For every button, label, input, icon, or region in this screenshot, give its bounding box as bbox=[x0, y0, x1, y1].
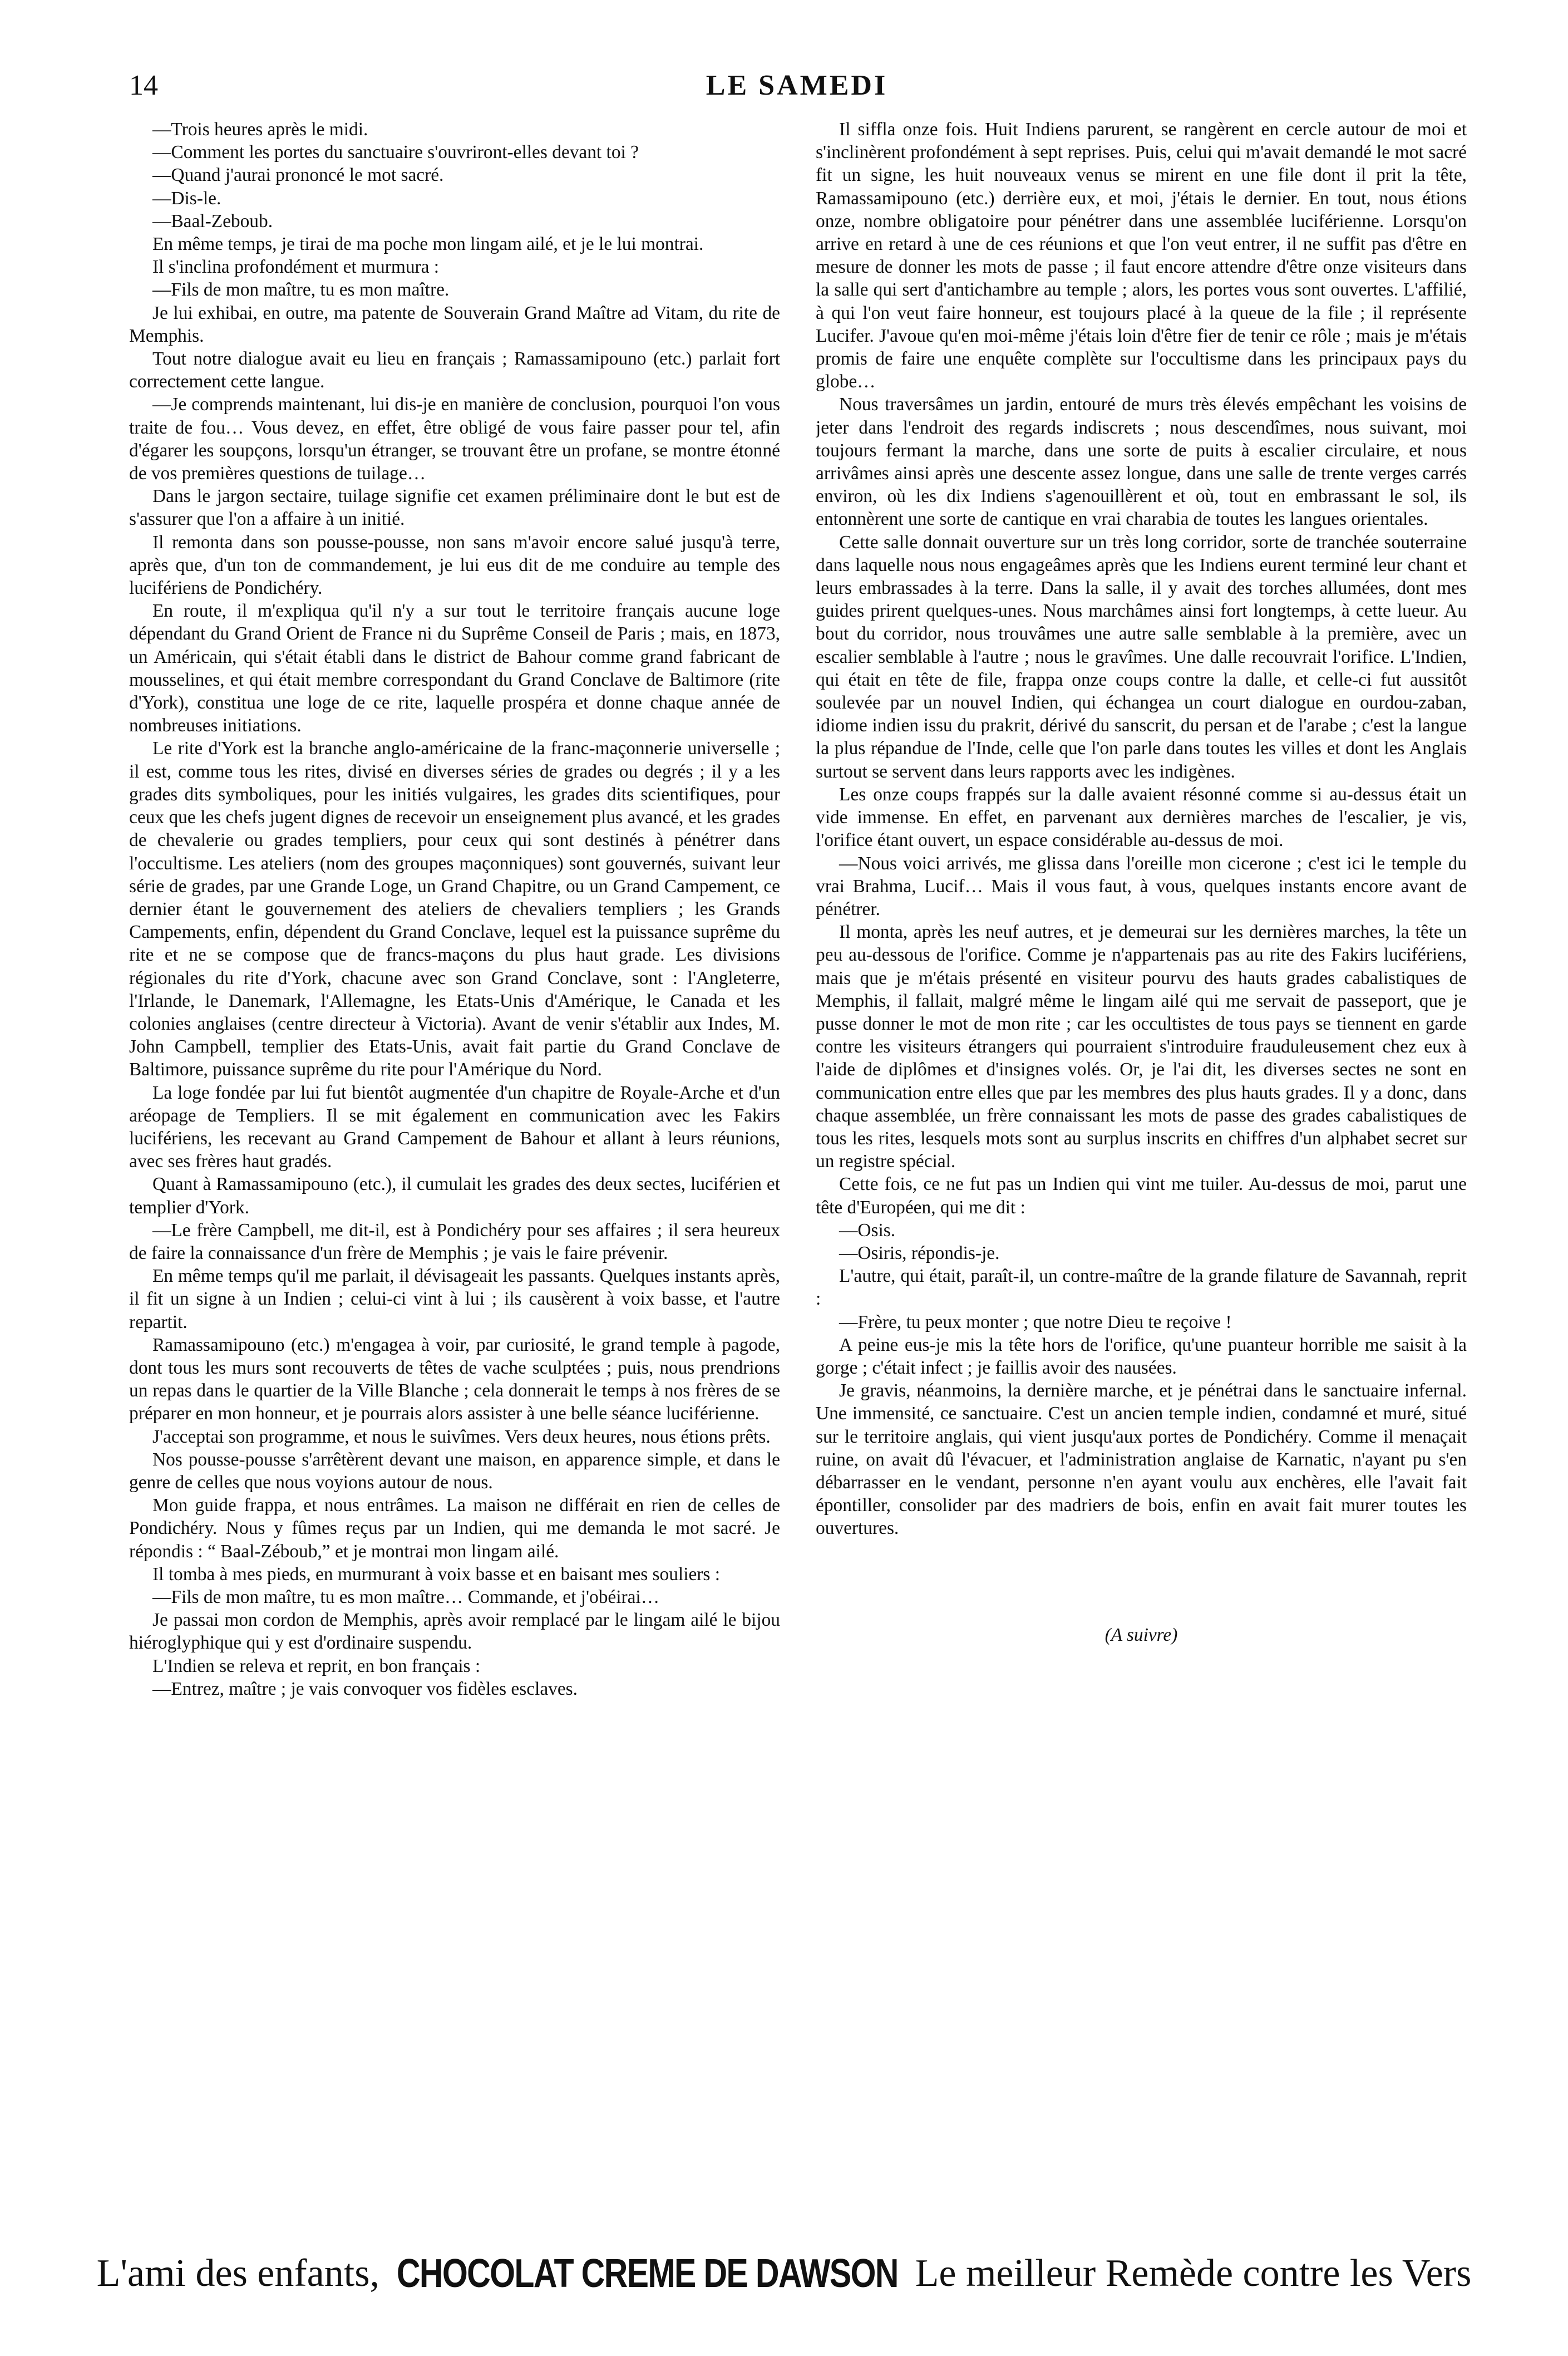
left-column-paragraph: Ramassamipouno (etc.) m'engagea à voir, par curiosité, le grand temple à pagode, dont tous les murs sont recouverts de têtes de vache sculptées ; puis, nous prendrions un repas dans le quartier de la Ville Blanche ; cela donnerait le temps à nos frères de se préparer en mon honneur, et je pourrais alors assister à une belle séance luciférienne. bbox=[129, 1334, 780, 1424]
right-column-paragraph: Les onze coups frappés sur la dalle avaient résonné comme si au-dessus était un vide immense. En effet, en parvenant aux dernières marches de l'escalier, je vis, l'orifice étant ouvert, un espace considérable au-dessus de moi. bbox=[816, 784, 1467, 851]
left-column-paragraph: En même temps qu'il me parlait, il dévisageait les passants. Quelques instants après, il fit un signe à un Indien ; celui-ci vint à lui ; ils causèrent à voix basse, et l'autre repartit. bbox=[129, 1266, 780, 1332]
left-column bbox=[129, 118, 780, 2222]
ad-tagline: L'ami des enfants, bbox=[96, 2252, 379, 2295]
right-column bbox=[816, 118, 1467, 2222]
to-be-continued: (A suivre) bbox=[1104, 1624, 1178, 1645]
right-column-paragraph: Il siffla onze fois. Huit Indiens parurent, se rangèrent en cercle autour de moi et s'inclinèrent profondément à sept reprises. Puis, celui qui m'avait demandé le mot sacré fit un signe, les huit nouveaux venus se mirent en une file dont il prit la tête, Ramassamipouno (etc.) derrière eux, et moi, j'étais le dernier. En tout, nous étions onze, nombre obligatoire pour pénétrer dans une assemblée luciférienne. Lorsqu'on arrive en retard à une de ces réunions et que l'on veut entrer, il ne suffit pas d'être en mesure de donner les mots de passe ; il faut encore attendre d'être onze visiteurs dans la salle qui sert d'antichambre au temple ; alors, les portes vous sont ouvertes. L'affilié, à qui l'on veut faire honneur, est toujours placé à la queue de la file ; il représente Lucifer. J'avoue qu'en moi-même j'étais loin d'être fier de tenir ce rôle ; mais je m'étais promis de faire une enquête complète sur l'occultisme dans les principaux pays du globe… bbox=[816, 119, 1467, 392]
running-title: LE SAMEDI bbox=[706, 70, 888, 101]
right-column-paragraph: Cette fois, ce ne fut pas un Indien qui vint me tuiler. Au-dessus de moi, parut une tête d'Européen, qui me dit : bbox=[816, 1174, 1467, 1218]
left-column-paragraph: —Quand j'aurai prononcé le mot sacré. bbox=[152, 165, 444, 186]
article-body bbox=[129, 118, 1467, 2222]
left-column-paragraph: —Baal-Zeboub. bbox=[152, 210, 273, 232]
advertisement-banner bbox=[96, 2243, 1472, 2304]
right-column-paragraph: A peine eus-je mis la tête hors de l'orifice, qu'une puanteur horrible me saisit à la gorge ; c'était infect ; je faillis avoir des nausées. bbox=[816, 1334, 1467, 1378]
ad-brand: CHOCOLAT CREME DE DAWSON bbox=[396, 2251, 898, 2296]
left-column-paragraph: Mon guide frappa, et nous entrâmes. La maison ne différait en rien de celles de Pondichéry. Nous y fûmes reçus par un Indien, qui me demanda le mot sacré. Je répondis : “ Baal-Zéboub,” et je montrai mon lingam ailé. bbox=[129, 1495, 780, 1562]
left-column-paragraph: Je lui exhibai, en outre, ma patente de Souverain Grand Maître ad Vitam, du rite de Memphis. bbox=[129, 302, 780, 346]
ad-claim: Le meilleur Remède contre les Vers bbox=[915, 2252, 1472, 2295]
left-column-paragraph: —Fils de mon maître, tu es mon maître. bbox=[152, 279, 450, 301]
left-column-paragraph: —Fils de mon maître, tu es mon maître… Commande, et j'obéirai… bbox=[152, 1587, 660, 1607]
right-column-paragraph: —Frère, tu peux monter ; que notre Dieu te reçoive ! bbox=[839, 1311, 1232, 1332]
right-column-paragraph: —Nous voici arrivés, me glissa dans l'oreille mon cicerone ; c'est ici le temple du vrai Brahma, Lucif… Mais il vous faut, à vous, quelques instants encore avant de pénétrer. bbox=[816, 853, 1467, 919]
left-column-paragraph: En route, il m'expliqua qu'il n'y a sur tout le territoire français aucune loge dépendant du Grand Orient de France ni du Suprême Conseil de Paris ; mais, en 1873, un Américain, qui s'était établi dans le district de Bahour comme grand fabricant de mousselines, et qui était membre correspondant du Grand Conclave de Baltimore (rite d'York), constitua une loge de ce rite, laquelle prospéra et donne chaque année de nombreuses initiations. bbox=[129, 601, 780, 736]
left-column-paragraph: En même temps, je tirai de ma poche mon lingam ailé, et je le lui montrai. bbox=[152, 234, 704, 255]
left-column-paragraph: —Entrez, maître ; je vais convoquer vos fidèles esclaves. bbox=[152, 1678, 578, 1699]
right-column-paragraph: Je gravis, néanmoins, la dernière marche, et je pénétrai dans le sanctuaire infernal. Une immensité, ce sanctuaire. C'est un ancien temple indien, condamné et muré, situé sur le territoire anglais, qui vient jusqu'aux portes de Pondichéry. Comme il menaçait ruine, on avait dû l'évacuer, et l'administration anglaise de Karnatic, n'ayant pu s'en débarrasser en le vendant, personne n'en ayant voulu aux enchères, elle l'avait fait épontiller, consolider par des madriers de bois, enfin en avait fait murer toutes les ouvertures. bbox=[816, 1380, 1467, 1539]
left-column-paragraph: J'acceptai son programme, et nous le suivîmes. Vers deux heures, nous étions prêts. bbox=[152, 1426, 771, 1447]
right-column-paragraph: Cette salle donnait ouverture sur un très long corridor, sorte de tranchée souterraine dans laquelle nous nous engageâmes après que les Indiens eurent terminé leur chant et leurs embrassades à la terre. Dans la salle, il y avait des torches allumées, dont mes guides prirent quelques-unes. Nous marchâmes ainsi fort longtemps, à cette lueur. Au bout du corridor, nous trouvâmes une autre salle semblable à la première, avec un escalier semblable à l'autre ; nous le gravîmes. Une dalle recouvrait l'orifice. L'Indien, qui était en tête de file, frappa onze coups contre la dalle, et celle-ci fut aussitôt soulevée par un nouvel Indien, qui échangea un court dialogue en ourdou-zaban, idiome indien issu du prakrit, dérivé du sanscrit, du persan et de l'arabe ; c'est la langue la plus répandue de l'Inde, celle que l'on parle dans toutes les villes et dont les Anglais surtout se servent dans leurs rapports avec les indigènes. bbox=[816, 532, 1467, 782]
left-column-paragraph: Le rite d'York est la branche anglo-américaine de la franc-maçonnerie universelle ; il est, comme tous les rites, divisé en diverses séries de grades ou degrés ; il y a les grades dits symboliques, pour les initiés vulgaires, les grades dits scientifiques, pour ceux que les chefs jugent dignes de recevoir un enseignement plus avancé, et les grades de chevalerie ou grades templiers, pour ceux qui sont destinés à pénétrer dans l'occultisme. Les ateliers (nom des groupes maçonniques) sont gouvernés, suivant leur série de grades, par une Grande Loge, un Grand Chapitre, ou un Grand Campement, ce dernier étant le gouvernement des ateliers de chevaliers templiers ; les Grands Campements, enfin, dépendent du Grand Conclave, lequel est la puissance suprême du rite et ne se compose que de francs-maçons du plus haut grade. Les divisions régionales du rite d'York, chacune avec son Grand Conclave, sont : l'Angleterre, l'Irlande, le Danemark, l'Allemagne, les Etats-Unis d'Amérique, le Canada et les colonies anglaises (centre directeur à Victoria). Avant de venir s'établir aux Indes, M. John Campbell, templier des Etats-Unis, avait fait partie du Grand Conclave de Baltimore, puissance suprême du rite pour l'Amérique du Nord. bbox=[129, 738, 780, 1080]
left-column-paragraph: Quant à Ramassamipouno (etc.), il cumulait les grades des deux sectes, luciférien et templier d'York. bbox=[129, 1174, 780, 1218]
left-column-paragraph: Dans le jargon sectaire, tuilage signifie cet examen préliminaire dont le but est de s'assurer que l'on a affaire à un initié. bbox=[129, 486, 780, 530]
right-column-paragraph: Il monta, après les neuf autres, et je demeurai sur les dernières marches, la tête un peu au-dessous de l'orifice. Comme je n'appartenais pas au rite des Fakirs lucifériens, mais que je m'étais présenté en visiteur pourvu des hauts grades cabalistiques de Memphis, il fallait, malgré même le lingam ailé qui me servait de passeport, que je pusse donner le mot de mon rite ; car les occultistes de tous pays se tiennent en garde contre les visiteurs étrangers qui pourraient s'introduire frauduleusement chez eux à l'aide de diplômes et d'insignes volés. Or, je l'ai dit, les diverses sectes ne sont en communication entre elles que par les membres des plus hauts grades. Il y a donc, dans chaque assemblée, un frère connaissant les mots de passe des grades cabalistiques de tous les rites, lesquels mots sont au surplus inscrits en chiffres d'un alphabet secret sur un registre spécial. bbox=[816, 922, 1467, 1172]
page-number: 14 bbox=[129, 70, 158, 101]
left-column-paragraph: —Dis-le. bbox=[152, 188, 221, 209]
left-column-paragraph: —Trois heures après le midi. bbox=[152, 119, 368, 140]
left-column-paragraph: —Comment les portes du sanctuaire s'ouvriront-elles devant toi ? bbox=[152, 142, 639, 163]
left-column-paragraph: Il tomba à mes pieds, en murmurant à voix basse et en baisant mes souliers : bbox=[152, 1563, 721, 1585]
left-column-paragraph: Nos pousse-pousse s'arrêtèrent devant une maison, en apparence simple, et dans le genre de celles que nous voyions autour de nous. bbox=[129, 1449, 780, 1493]
left-column-paragraph: La loge fondée par lui fut bientôt augmentée d'un chapitre de Royale-Arche et d'un aréopage de Templiers. Il se mit également en communication avec les Fakirs lucifériens, les recevant au Grand Campement de Bahour et allant à leurs réunions, avec ses frères haut gradés. bbox=[129, 1082, 780, 1172]
left-column-paragraph: Tout notre dialogue avait eu lieu en français ; Ramassamipouno (etc.) parlait fort correctement cette langue. bbox=[129, 348, 780, 392]
left-column-paragraph: Il s'inclina profondément et murmura : bbox=[152, 257, 440, 278]
left-column-paragraph: Je passai mon cordon de Memphis, après avoir remplacé par le lingam ailé le bijou hiéroglyphique qui y est d'ordinaire suspendu. bbox=[129, 1610, 780, 1654]
right-column-paragraph: —Osiris, répondis-je. bbox=[839, 1242, 1000, 1263]
right-column-paragraph: —Osis. bbox=[839, 1219, 896, 1241]
left-column-paragraph: Il remonta dans son pousse-pousse, non sans m'avoir encore salué jusqu'à terre, après que, d'un ton de commandement, je lui eus dit de me conduire au temple des lucifériens de Pondichéry. bbox=[129, 532, 780, 599]
right-column-paragraph: Nous traversâmes un jardin, entouré de murs très élevés empêchant les voisins de jeter dans l'endroit des regards indiscrets ; nous descendîmes, nous suivant, moi toujours fermant la marche, dans une sorte de puits à escalier circulaire, et nous arrivâmes ainsi après une descente assez longue, dans une salle de trente verges carrés environ, où les dix Indiens s'agenouillèrent et où, tout en embrassant le sol, ils entonnèrent une sorte de cantique en vrai charabia de toutes les langues orientales. bbox=[816, 394, 1467, 530]
left-column-paragraph: L'Indien se releva et reprit, en bon français : bbox=[152, 1655, 481, 1676]
page-header bbox=[129, 66, 1465, 106]
left-column-paragraph: —Le frère Campbell, me dit-il, est à Pondichéry pour ses affaires ; il sera heureux de faire la connaissance d'un frère de Memphis ; je vais le faire prévenir. bbox=[129, 1219, 780, 1263]
left-column-paragraph: —Je comprends maintenant, lui dis-je en manière de conclusion, pourquoi l'on vous traite de fou… Vous devez, en effet, être obligé de vous faire passer pour tel, afin d'égarer les soupçons, lorsqu'un étranger, se trouvant être un profane, se montre étonné de vos premières questions de tuilage… bbox=[129, 394, 780, 484]
right-column-paragraph: L'autre, qui était, paraît-il, un contre-maître de la grande filature de Savannah, reprit : bbox=[816, 1266, 1467, 1310]
